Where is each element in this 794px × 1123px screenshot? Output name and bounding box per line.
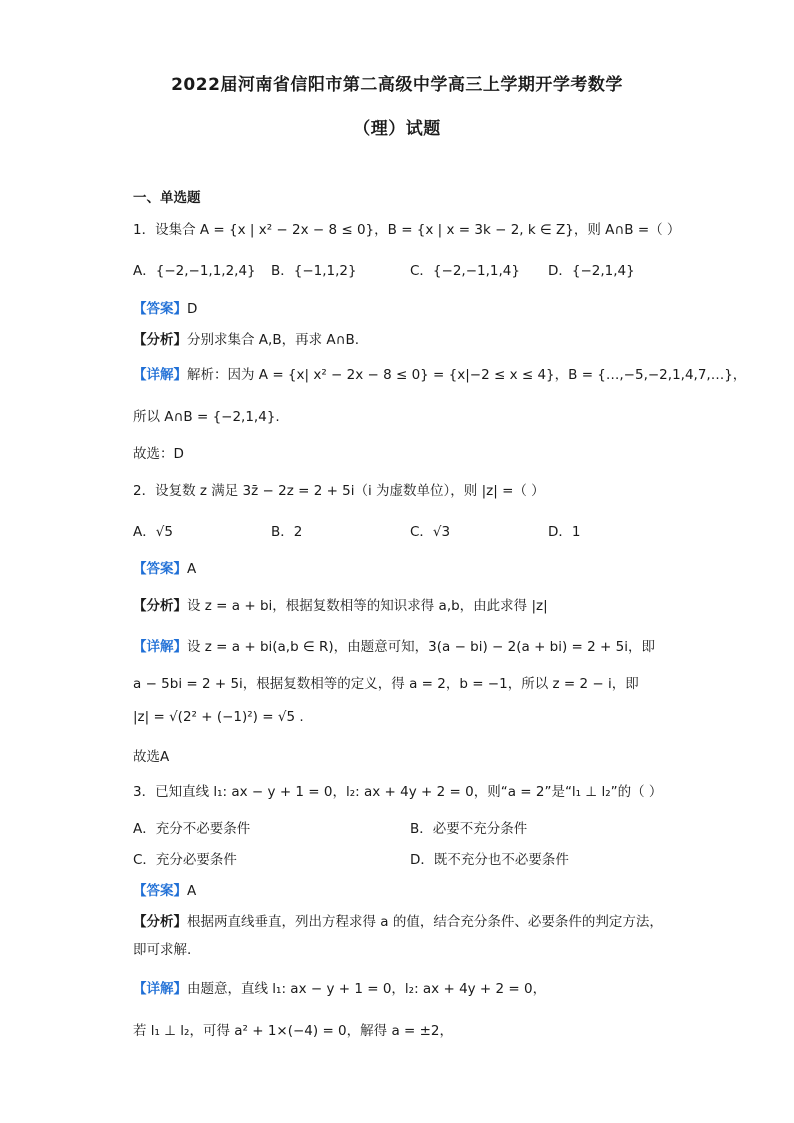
q2-stem: 2．设复数 z 满足 3z̄ − 2z = 2 + 5i（i 为虚数单位），则 |z| =（ ） xyxy=(133,483,545,499)
q1-option-b: B．{−1,1,2} xyxy=(271,263,357,279)
q3-answer-row xyxy=(133,879,196,899)
section-heading: 一、单选题 xyxy=(133,190,201,206)
q3-analysis-row xyxy=(133,910,663,930)
q1-answer: D xyxy=(187,301,198,317)
q1-choice: 故选：D xyxy=(133,446,184,462)
q1-stem: 1．设集合 A = {x | x² − 2x − 8 ≤ 0}，B = {x | x = 3k − 2, k ∈ Z}，则 A∩B =（ ） xyxy=(133,222,681,238)
q1-option-c: C．{−2,−1,1,4} xyxy=(410,263,520,279)
q3-detail-2: 若 l₁ ⊥ l₂，可得 a² + 1×(−4) = 0，解得 a = ±2， xyxy=(133,1023,454,1039)
doc-title-line1: 2022届河南省信阳市第二高级中学高三上学期开学考数学 xyxy=(171,75,623,95)
detail-tag: 【详解】 xyxy=(133,981,187,997)
q2-choice: 故选A xyxy=(133,749,170,765)
analysis-tag: 【分析】 xyxy=(133,914,187,930)
q1-detail-2: 所以 A∩B = {−2,1,4}. xyxy=(133,409,280,425)
q2-answer: A xyxy=(187,561,197,577)
q2-analysis: 设 z = a + bi，根据复数相等的知识求得 a,b，由此求得 |z| xyxy=(187,598,548,614)
q1-detail-row xyxy=(133,363,746,383)
q2-detail: 设 z = a + bi(a,b ∈ R)，由题意可知，3(a − bi) − 2(a + bi) = 2 + 5i，即 xyxy=(187,639,655,655)
detail-tag: 【详解】 xyxy=(133,367,187,383)
q3-detail: 由题意，直线 l₁: ax − y + 1 = 0，l₂: ax + 4y + 2 = 0， xyxy=(187,981,547,997)
answer-tag: 【答案】 xyxy=(133,561,187,577)
q3-detail-row xyxy=(133,977,546,997)
answer-tag: 【答案】 xyxy=(133,301,187,317)
q3-answer: A xyxy=(187,883,197,899)
q2-option-d: D．1 xyxy=(548,524,581,540)
q1-analysis-row xyxy=(133,328,359,348)
q3-analysis: 根据两直线垂直，列出方程求得 a 的值，结合充分条件、必要条件的判定方法， xyxy=(187,914,663,930)
q3-option-a: A．充分不必要条件 xyxy=(133,821,251,837)
q2-detail-row xyxy=(133,635,655,655)
answer-tag: 【答案】 xyxy=(133,883,187,899)
doc-title-line2: （理）试题 xyxy=(353,119,441,139)
q2-analysis-row xyxy=(133,594,548,614)
analysis-tag: 【分析】 xyxy=(133,598,187,614)
q2-option-c: C．√3 xyxy=(410,524,451,540)
q1-option-a: A．{−2,−1,1,2,4} xyxy=(133,263,256,279)
q3-analysis-2: 即可求解. xyxy=(133,942,192,958)
q1-analysis: 分别求集合 A,B，再求 A∩B. xyxy=(187,332,360,348)
analysis-tag: 【分析】 xyxy=(133,332,187,348)
detail-tag: 【详解】 xyxy=(133,639,187,655)
q3-option-d: D．既不充分也不必要条件 xyxy=(410,852,569,868)
q3-stem: 3．已知直线 l₁: ax − y + 1 = 0，l₂: ax + 4y + 2 = 0，则“a = 2”是“l₁ ⊥ l₂”的（ ） xyxy=(133,784,663,800)
q2-detail-2: a − 5bi = 2 + 5i，根据复数相等的定义，得 a = 2，b = −1，所以 z = 2 − i，即 xyxy=(133,676,639,692)
q3-option-b: B．必要不充分条件 xyxy=(410,821,528,837)
q2-detail-3: |z| = √(2² + (−1)²) = √5 . xyxy=(133,709,304,725)
q1-answer-row xyxy=(133,297,197,317)
q2-option-b: B．2 xyxy=(271,524,303,540)
q2-answer-row xyxy=(133,557,196,577)
q3-option-c: C．充分必要条件 xyxy=(133,852,237,868)
q2-option-a: A．√5 xyxy=(133,524,173,540)
q1-detail: 解析：因为 A = {x| x² − 2x − 8 ≤ 0} = {x|−2 ≤ x ≤ 4}，B = {…,−5,−2,1,4,7,…}， xyxy=(187,367,747,383)
q1-option-d: D．{−2,1,4} xyxy=(548,263,635,279)
